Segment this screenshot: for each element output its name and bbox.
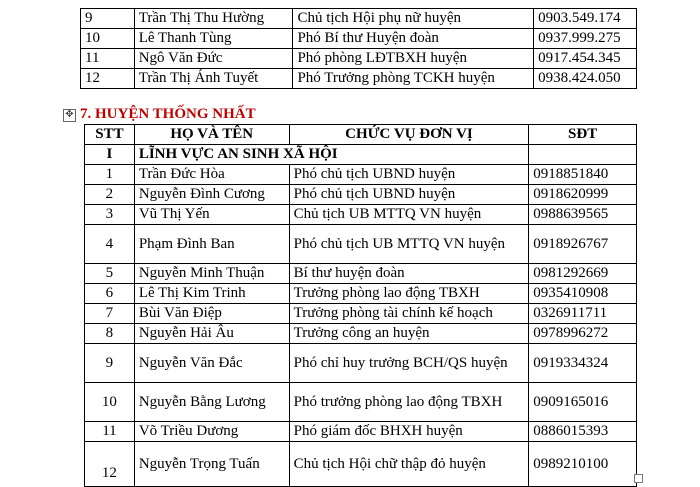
- position-cell: Chủ tịch Hội chữ thập đỏ huyện: [289, 442, 529, 487]
- table-row: [81, 49, 637, 69]
- table-header-row: [85, 125, 637, 145]
- stt-cell: 12: [81, 69, 135, 89]
- stt-cell: 5: [85, 264, 135, 284]
- stt-cell: 10: [85, 383, 135, 422]
- name-cell: Lê Thị Kim Trinh: [134, 284, 289, 304]
- phone-cell: 0981292669: [529, 264, 637, 284]
- stt-cell: 4: [85, 225, 135, 264]
- position-cell: Phó giám đốc BHXH huyện: [289, 422, 529, 442]
- phone-cell: 0918851840: [529, 165, 637, 185]
- stt-cell: 8: [85, 324, 135, 344]
- name-cell: Nguyễn Hải Âu: [134, 324, 289, 344]
- position-cell: Chủ tịch UB MTTQ VN huyện: [289, 205, 529, 225]
- section-title: 7. HUYỆN THỐNG NHẤT: [80, 106, 256, 122]
- position-cell: Chủ tịch Hội phụ nữ huyện: [293, 9, 534, 29]
- district-contact-table: [84, 124, 637, 487]
- stt-cell: 9: [81, 9, 135, 29]
- position-cell: Phó chủ tịch UBND huyện: [289, 165, 529, 185]
- name-cell: Nguyễn Trọng Tuấn: [134, 442, 289, 487]
- table-row: [85, 324, 637, 344]
- position-cell: Phó Bí thư Huyện đoàn: [293, 29, 534, 49]
- header-name: HỌ VÀ TÊN: [134, 125, 289, 145]
- group-number: I: [85, 145, 135, 165]
- table-row: [85, 344, 637, 383]
- name-cell: Nguyễn Đình Cương: [134, 185, 289, 205]
- name-cell: Trần Thị Thu Hường: [134, 9, 293, 29]
- phone-cell: 0935410908: [529, 284, 637, 304]
- phone-cell: 0989210100: [529, 442, 637, 487]
- position-cell: Phó trưởng phòng lao động TBXH: [289, 383, 529, 422]
- stt-cell: 10: [81, 29, 135, 49]
- group-row: [85, 145, 637, 165]
- name-cell: Vũ Thị Yến: [134, 205, 289, 225]
- stt-cell: 6: [85, 284, 135, 304]
- name-cell: Nguyễn Minh Thuận: [134, 264, 289, 284]
- stt-cell: 12: [85, 442, 135, 487]
- position-cell: Phó chủ tịch UBND huyện: [289, 185, 529, 205]
- name-cell: Phạm Đình Ban: [134, 225, 289, 264]
- phone-cell: 0918926767: [529, 225, 637, 264]
- table-row: [85, 225, 637, 264]
- name-cell: Ngô Văn Đức: [134, 49, 293, 69]
- phone-cell: 0988639565: [529, 205, 637, 225]
- table-row: [81, 69, 637, 89]
- stt-cell: 11: [81, 49, 135, 69]
- table-row: [85, 442, 637, 487]
- name-cell: Bùi Văn Điệp: [134, 304, 289, 324]
- phone-cell: 0886015393: [529, 422, 637, 442]
- table-row: [81, 29, 637, 49]
- stt-cell: 3: [85, 205, 135, 225]
- stt-cell: 9: [85, 344, 135, 383]
- name-cell: Trần Thị Ánh Tuyết: [134, 69, 293, 89]
- header-stt: STT: [85, 125, 135, 145]
- position-cell: Phó chủ tịch UB MTTQ VN huyện: [289, 225, 529, 264]
- name-cell: Võ Triều Dương: [134, 422, 289, 442]
- stt-cell: 7: [85, 304, 135, 324]
- group-empty-cell: [529, 145, 637, 165]
- name-cell: Nguyễn Văn Đắc: [134, 344, 289, 383]
- text-cursor: [636, 206, 637, 219]
- table-move-handle-icon[interactable]: ✥: [63, 109, 76, 122]
- header-phone: SĐT: [529, 125, 637, 145]
- phone-cell: 0917.454.345: [534, 49, 637, 69]
- table-row: [85, 304, 637, 324]
- position-cell: Bí thư huyện đoàn: [289, 264, 529, 284]
- phone-cell: 0978996272: [529, 324, 637, 344]
- stt-cell: 1: [85, 165, 135, 185]
- phone-cell: 0918620999: [529, 185, 637, 205]
- table-row: [81, 9, 637, 29]
- phone-cell: 0903.549.174: [534, 9, 637, 29]
- stt-cell: 11: [85, 422, 135, 442]
- phone-cell: 0919334324: [529, 344, 637, 383]
- table-row: [85, 205, 637, 225]
- name-cell: Trần Đức Hòa: [134, 165, 289, 185]
- name-cell: Nguyễn Bằng Lương: [134, 383, 289, 422]
- position-cell: Trưởng phòng lao động TBXH: [289, 284, 529, 304]
- phone-cell: 0938.424.050: [534, 69, 637, 89]
- table-row: [85, 165, 637, 185]
- phone-cell: 0326911711: [529, 304, 637, 324]
- phone-cell: 0937.999.275: [534, 29, 637, 49]
- table-row: [85, 383, 637, 422]
- phone-cell: 0909165016: [529, 383, 637, 422]
- position-cell: Phó chỉ huy trưởng BCH/QS huyện: [289, 344, 529, 383]
- position-cell: Phó Trưởng phòng TCKH huyện: [293, 69, 534, 89]
- table-row: [85, 264, 637, 284]
- table-row: [85, 422, 637, 442]
- group-label: LĨNH VỰC AN SINH XÃ HỘI: [134, 145, 528, 165]
- position-cell: Trưởng phòng tài chính kế hoạch: [289, 304, 529, 324]
- name-cell: Lê Thanh Tùng: [134, 29, 293, 49]
- table-resize-handle[interactable]: [634, 474, 643, 483]
- stt-cell: 2: [85, 185, 135, 205]
- table-row: [85, 185, 637, 205]
- header-position: CHỨC VỤ ĐƠN VỊ: [289, 125, 529, 145]
- position-cell: Phó phòng LĐTBXH huyện: [293, 49, 534, 69]
- table-row: [85, 284, 637, 304]
- position-cell: Trưởng công an huyện: [289, 324, 529, 344]
- top-contact-table: [80, 8, 637, 89]
